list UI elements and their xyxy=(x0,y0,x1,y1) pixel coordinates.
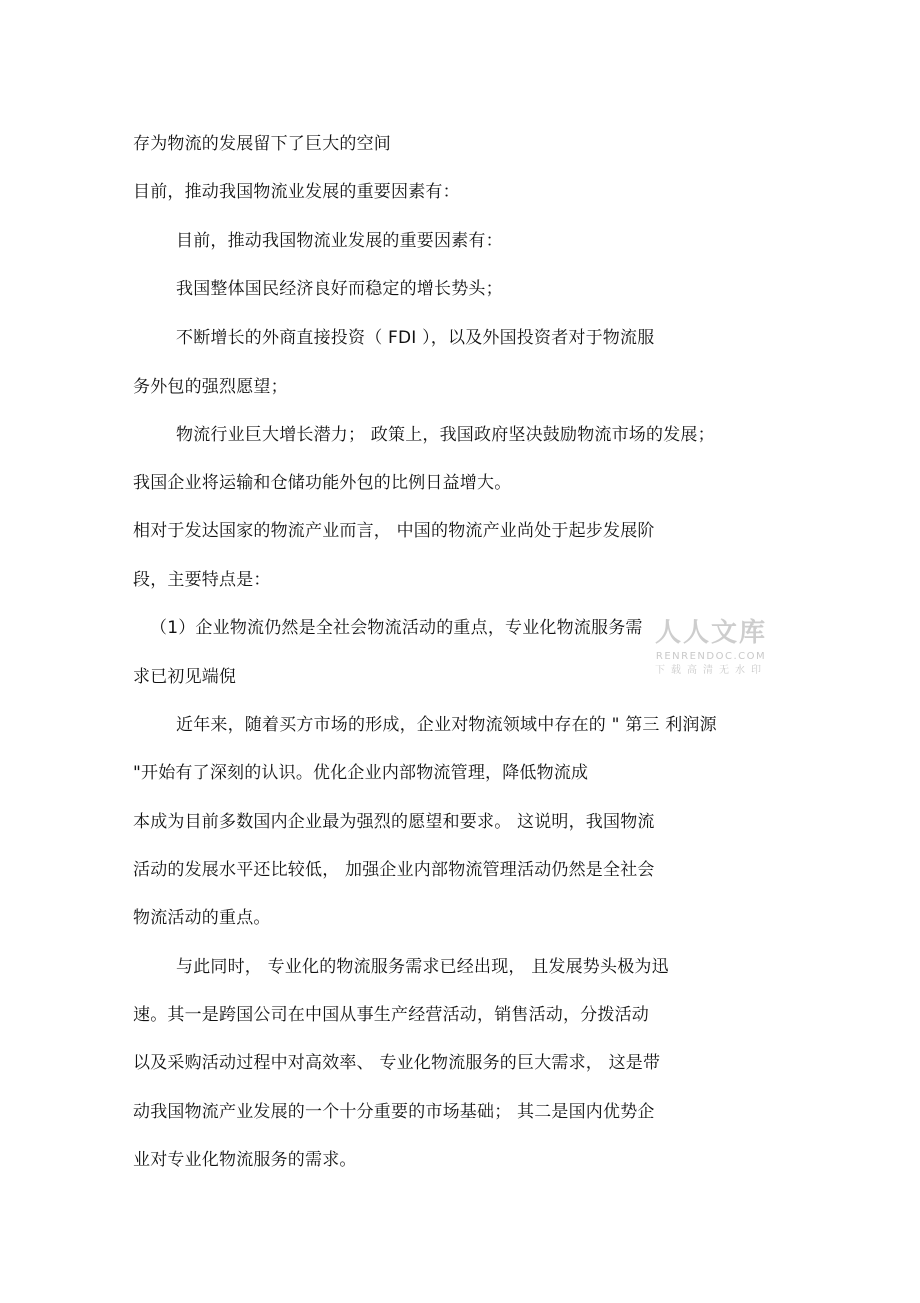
watermark-logo: 人人文库 xyxy=(654,618,767,648)
watermark xyxy=(646,618,776,686)
text-line: 务外包的强烈愿望； xyxy=(133,377,288,397)
text-line: 目前，推动我国物流业发展的重要因素有： xyxy=(176,231,503,251)
text-line: 物流活动的重点。 xyxy=(133,908,271,928)
text-line: 本成为目前多数国内企业最为强烈的愿望和要求。 这说明，我国物流 xyxy=(133,812,655,832)
text-line: 我国企业将运输和仓储功能外包的比例日益增大。 xyxy=(133,473,512,493)
text-line: 以及采购活动过程中对高效率、 专业化物流服务的巨大需求， 这是带 xyxy=(133,1053,661,1073)
text-line: 速。其一是跨国公司在中国从事生产经营活动，销售活动，分拨活动 xyxy=(133,1005,649,1025)
text-line: 不断增长的外商直接投资（ FDI ），以及外国投资者对于物流服 xyxy=(176,328,655,348)
text-line: 目前，推动我国物流业发展的重要因素有： xyxy=(133,182,460,202)
text-line: （1）企业物流仍然是全社会物流活动的重点，专业化物流服务需 xyxy=(150,618,643,638)
watermark-site: RENRENDOC.COM xyxy=(655,651,767,662)
text-line: 动我国物流产业发展的一个十分重要的市场基础； 其二是国内优势企 xyxy=(133,1102,655,1122)
text-line: 我国整体国民经济良好而稳定的增长势头； xyxy=(176,279,503,299)
text-line: 相对于发达国家的物流产业而言， 中国的物流产业尚处于起步发展阶 xyxy=(133,521,655,541)
text-line: 业对专业化物流服务的需求。 xyxy=(133,1150,357,1170)
text-line: 与此同时， 专业化的物流服务需求已经出现， 且发展势头极为迅 xyxy=(176,957,669,977)
text-line: 存为物流的发展留下了巨大的空间 xyxy=(133,134,391,154)
text-line: 段，主要特点是： xyxy=(133,570,271,590)
watermark-tagline: 下载高清无水印 xyxy=(655,665,767,676)
text-line: 求已初见端倪 xyxy=(133,667,237,687)
text-line: 近年来，随着买方市场的形成，企业对物流领域中存在的 " 第三 利润源 xyxy=(176,715,717,735)
text-line: 物流行业巨大增长潜力； 政策上，我国政府坚决鼓励物流市场的发展； xyxy=(176,425,715,445)
text-line: "开始有了深刻的认识。优化企业内部物流管理，降低物流成 xyxy=(133,763,589,783)
text-line: 活动的发展水平还比较低， 加强企业内部物流管理活动仍然是全社会 xyxy=(133,860,655,880)
